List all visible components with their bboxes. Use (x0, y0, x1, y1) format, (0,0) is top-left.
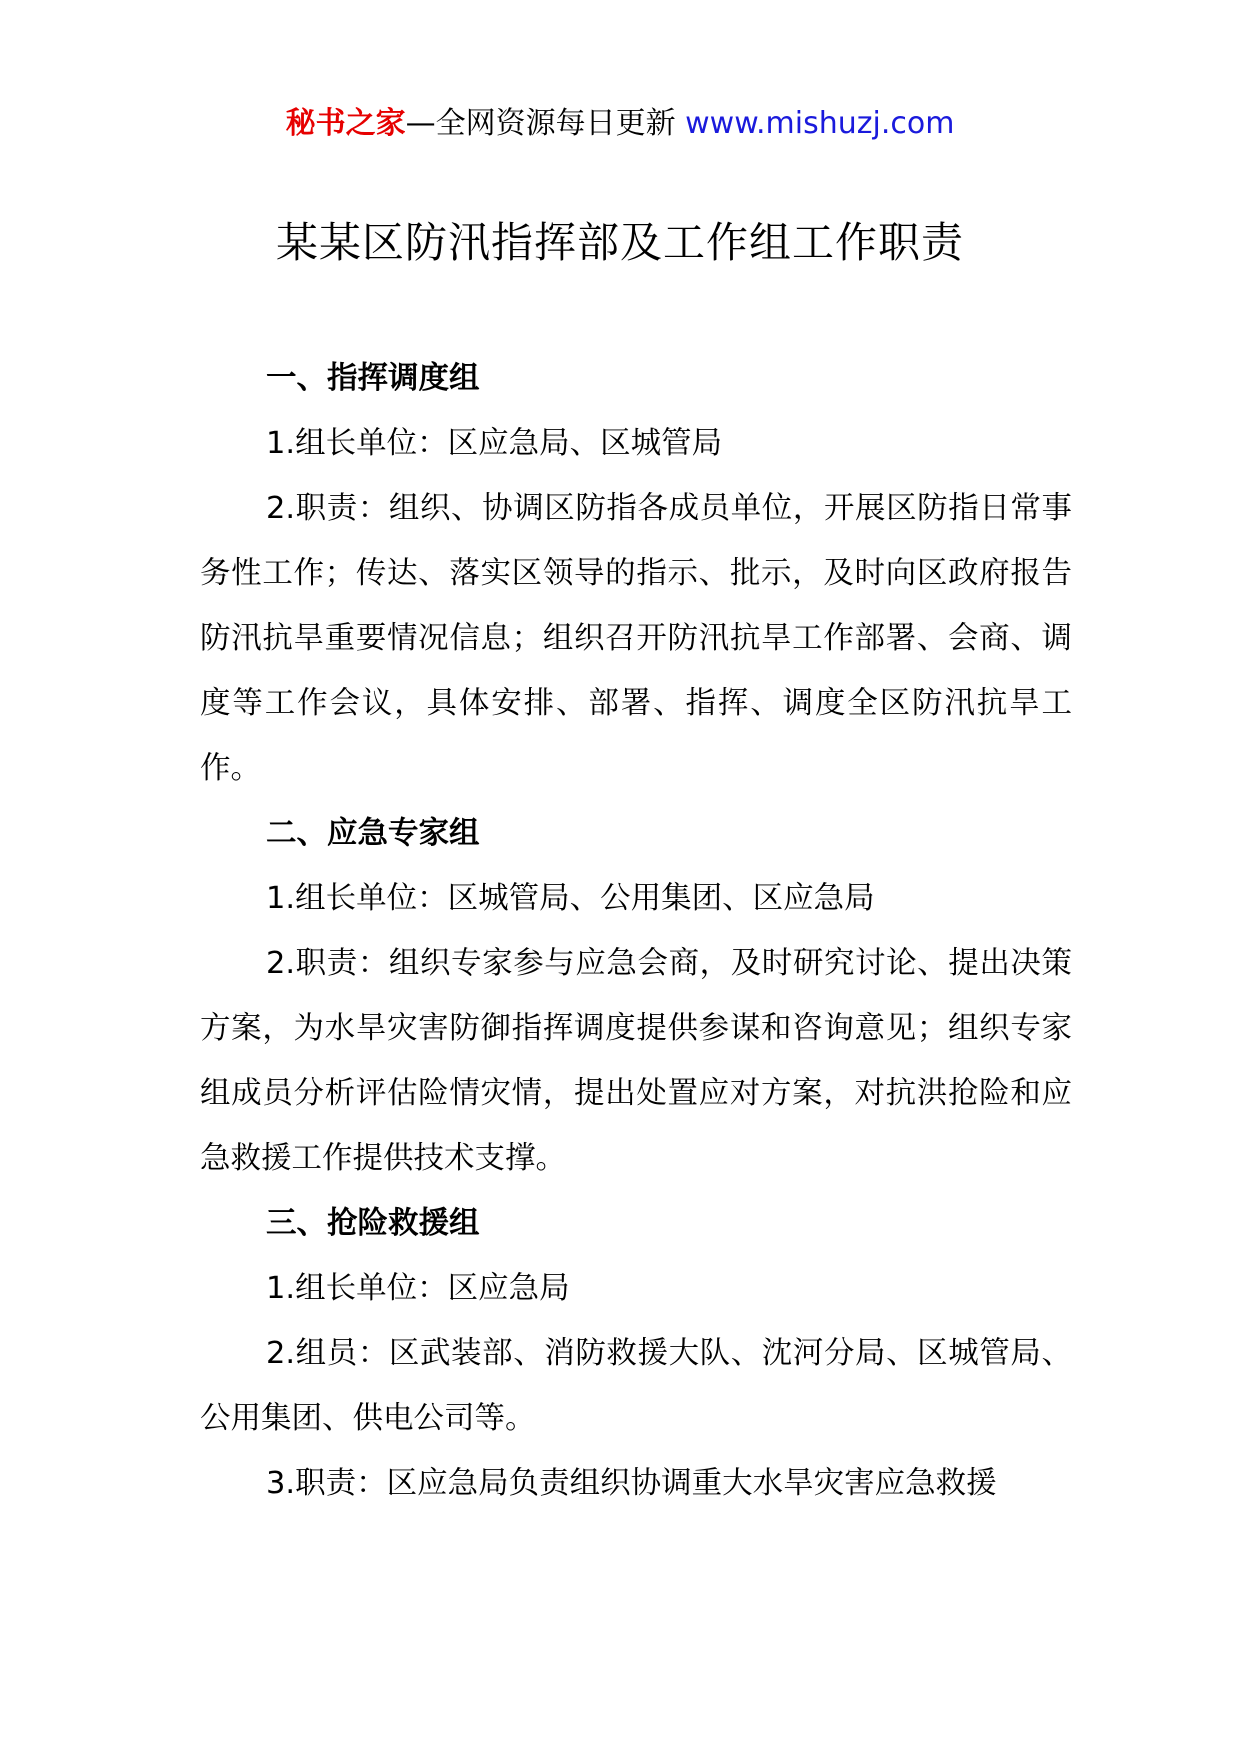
section-heading: 一、指挥调度组 (266, 361, 480, 396)
paragraph: 2.职责：组织专家参与应急会商，及时研究讨论、提出决策方案，为水旱灾害防御指挥调度提供参谋和咨询意见；组织专家组成员分析评估险情灾情，提出处置应对方案，对抗洪抢险和应急救援工作提供技术支撑。 (200, 946, 1072, 1176)
document-title: 某某区防汛指挥部及工作组工作职责 (275, 218, 964, 267)
section-heading: 二、应急专家组 (266, 816, 480, 851)
paragraph: 2.组员：区武装部、消防救援大队、沈河分局、区城管局、公用集团、供电公司等。 (200, 1336, 1072, 1436)
paragraph: 2.职责：组织、协调区防指各成员单位，开展区防指日常事务性工作；传达、落实区领导的指示、批示，及时向区政府报告防汛抗旱重要情况信息；组织召开防汛抗旱工作部署、会商、调度等工作会议，具体安排、部署、指挥、调度全区防汛抗旱工作。 (200, 491, 1072, 786)
document-body (200, 346, 1072, 1516)
site-brand: 秘书之家 (285, 106, 406, 141)
paragraph: 1.组长单位：区城管局、公用集团、区应急局 (266, 881, 875, 916)
paragraph: 1.组长单位：区应急局 (266, 1271, 570, 1306)
section-heading: 三、抢险救援组 (266, 1206, 480, 1241)
site-slogan: —全网资源每日更新 (405, 106, 676, 141)
paragraph: 3.职责：区应急局负责组织协调重大水旱灾害应急救援 (266, 1466, 997, 1501)
site-header (0, 98, 1240, 150)
paragraph: 1.组长单位：区应急局、区城管局 (266, 426, 723, 461)
site-url-link[interactable]: www.mishuzj.com (685, 106, 955, 141)
